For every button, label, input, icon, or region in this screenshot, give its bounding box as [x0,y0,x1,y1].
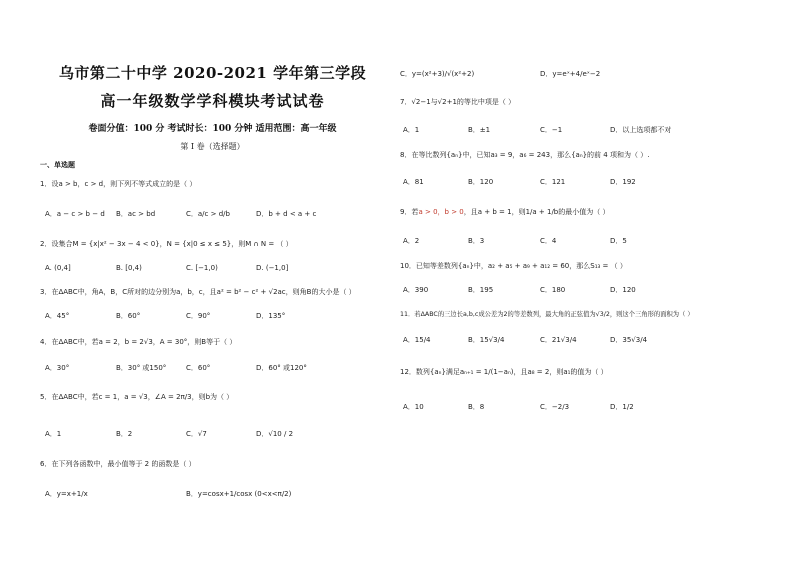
q10-option-a: A．390 [403,286,429,294]
q3-option-b: B．60° [116,312,141,320]
question-4-stem: 4．在ΔABC中，若a = 2，b = 2√3，A = 30°，则B等于（ ） [40,338,237,346]
section-heading: 一、单选题 [40,161,75,169]
q4-option-d: D．60° 或120° [256,364,307,372]
q7-option-c: C．−1 [540,126,563,134]
q12-option-c: C．−2/3 [540,403,570,411]
q5-option-c: C．√7 [186,430,207,438]
question-7-stem: 7．√2−1与√2+1的等比中项是（ ） [400,98,516,106]
q6-option-a: A．y=x+1/x [45,490,88,498]
q10-option-b: B．195 [468,286,494,294]
q8-option-a: A．81 [403,178,424,186]
question-6-stem: 6．在下列各函数中，最小值等于 2 的函数是（ ） [40,460,196,468]
q5-option-a: A．1 [45,430,62,438]
q9-option-c: C．4 [540,237,557,245]
exam-title-line1: 乌市第二十中学 2020-2021 学年第三学段 [58,64,367,82]
q9-option-b: B．3 [468,237,485,245]
q8-option-c: C．121 [540,178,566,186]
question-9-stem [400,208,609,217]
q4-option-b: B．30° 或150° [116,364,167,372]
q3-option-d: D．135° [256,312,286,320]
q6-option-d: D．y=eˣ+4/eˣ−2 [540,70,601,78]
q8-option-b: B．120 [468,178,494,186]
q1-option-c: C．a/c > d/b [186,210,230,218]
question-11-stem: 11．若ΔABC的三边长a,b,c成公差为2的等差数列，最大角的正弦值为√3/2，则这个三角形的面积为（ ） [400,311,694,318]
q7-option-b: B．±1 [468,126,491,134]
question-1-stem: 1．设a > b，c > d，则下列不等式成立的是（ ） [40,180,197,188]
q9-condition: a > 0，b > 0 [418,208,464,216]
q1-option-d: D．b + d < a + c [256,210,317,218]
q11-option-d: D．35√3/4 [610,336,648,344]
question-2-stem: 2．设集合M = {x|x² − 3x − 4 < 0}，N = {x|0 ≤ x ≤ 5}，则M ∩ N = （ ） [40,240,293,248]
q5-option-b: B．2 [116,430,133,438]
q9-stem-post: ，且a + b = 1，则1/a + 1/b的最小值为（ ） [463,208,610,216]
question-8-stem: 8．在等比数列{aₙ}中，已知a₃ = 9，a₆ = 243，那么{aₙ}的前 4 项和为（ ）. [400,151,650,159]
q4-option-c: C．60° [186,364,211,372]
q3-option-a: A．45° [45,312,70,320]
q10-option-d: D．120 [610,286,636,294]
question-3-stem: 3．在ΔABC中，角A，B，C所对的边分别为a，b，c，且a² = b² − c² + √2ac，则角B的大小是（ ） [40,288,356,296]
q2-option-d: D. (−1,0] [256,264,289,272]
left-column [40,0,385,562]
q12-option-b: B．8 [468,403,485,411]
exam-info-line: 卷面分值：100 分 考试时长：100 分钟 适用范围：高一年级 [88,124,337,134]
q8-option-d: D．192 [610,178,636,186]
q11-option-b: B．15√3/4 [468,336,505,344]
q6-option-b: B．y=cosx+1/cosx (0<x<π/2) [186,490,292,498]
q1-option-b: B．ac > bd [116,210,156,218]
q12-option-a: A．10 [403,403,424,411]
q9-option-d: D．5 [610,237,627,245]
q12-option-d: D．1/2 [610,403,634,411]
q2-option-a: A. (0,4] [45,264,71,272]
right-column [400,0,760,562]
q1-option-a: A．a − c > b − d [45,210,105,218]
q9-option-a: A．2 [403,237,420,245]
q10-option-c: C．180 [540,286,566,294]
q2-option-c: C. [−1,0) [186,264,218,272]
q2-option-b: B. [0,4) [116,264,142,272]
exam-title-line2: 高一年级数学学科模块考试试卷 [100,92,325,110]
q11-option-a: A．15/4 [403,336,431,344]
q11-option-c: C．21√3/4 [540,336,577,344]
q4-option-a: A．30° [45,364,70,372]
q9-stem-pre: 9．若 [400,208,419,216]
question-5-stem: 5．在ΔABC中，若c = 1，a = √3，∠A = 2π/3，则b为（ ） [40,393,234,401]
question-12-stem: 12．数列{aₙ}满足aₙ₊₁ = 1/(1−aₙ)，且a₈ = 2，则a₁的值为（ ） [400,368,608,376]
q7-option-a: A．1 [403,126,420,134]
q5-option-d: D．√10 / 2 [256,430,294,438]
q6-option-c: C．y=(x²+3)/√(x²+2) [400,70,475,78]
volume-label: 第 I 卷（选择题） [180,142,245,151]
question-10-stem: 10．已知等差数列{aₙ}中，a₂ + a₅ + a₉ + a₁₂ = 60，那么S₁₃ = （ ） [400,262,627,270]
q3-option-c: C．90° [186,312,211,320]
q7-option-d: D．以上选项都不对 [610,126,672,134]
